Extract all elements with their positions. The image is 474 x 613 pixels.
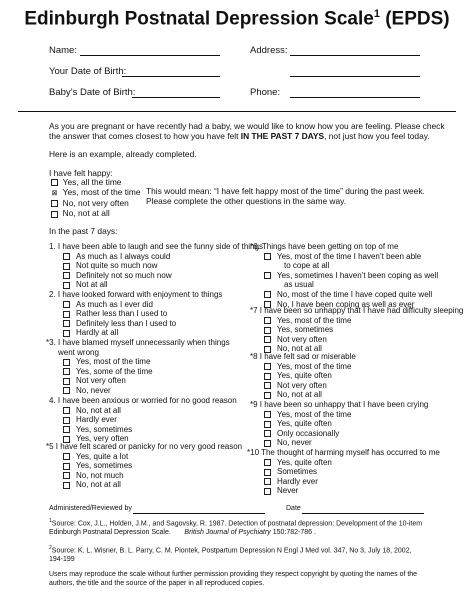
question-2: 2. I have looked forward with enjoyment to things As much as I ever did Rather less than I used to Definitely less than I used to Hardly at all: [49, 290, 223, 338]
date-field[interactable]: [302, 513, 424, 514]
page-title: Edinburgh Postnatal Depression Scale$^1$ (EPDS): [24, 8, 450, 30]
checkbox[interactable]: [264, 469, 271, 476]
question-7: *7 I have been so unhappy that I have had difficulty sleeping Yes, most of the time Yes, sometimes Not very often No, not at all: [250, 306, 464, 354]
checkbox[interactable]: [264, 336, 271, 343]
checkbox[interactable]: [63, 472, 70, 479]
checkbox[interactable]: [63, 368, 70, 375]
checkbox[interactable]: [63, 320, 70, 327]
checkbox[interactable]: [63, 253, 70, 260]
checkbox[interactable]: [264, 253, 271, 260]
checked-checkbox-icon[interactable]: ⊠: [51, 189, 58, 197]
administered-by-label: Administered/Reviewed by: [49, 505, 132, 512]
checkbox[interactable]: [51, 200, 58, 207]
checkbox[interactable]: [63, 301, 70, 308]
dob-field[interactable]: [122, 76, 220, 77]
example-options: Yes, all the time ⊠ Yes, most of the time No, not very often No, not at all: [51, 177, 141, 219]
past-7-days-label: In the past 7 days:: [49, 226, 118, 236]
checkbox[interactable]: [264, 392, 271, 399]
checkbox[interactable]: [264, 421, 271, 428]
title-superscript: 1: [373, 8, 380, 20]
date-label: Date: [286, 505, 301, 512]
address-field[interactable]: [290, 55, 420, 56]
checkbox[interactable]: [63, 359, 70, 366]
source-1: $^1$Source: Cox, J.L., Holden, J.M., and Sagovsky, R. 1987. Detection of postnatal depression: Development of the 10-item Edinburgh Postnatal Depression Scale. British Journal of Psychiatry 150:782-786 .: [49, 518, 423, 536]
checkbox[interactable]: [51, 179, 58, 186]
checkbox[interactable]: [264, 272, 271, 279]
question-10: *10 The thought of harming myself has occurred to me Yes, quite often Sometimes Hardly ever Never: [247, 448, 440, 496]
checkbox[interactable]: [63, 311, 70, 318]
baby-dob-label: Baby’s Date of Birth:: [49, 87, 136, 98]
checkbox[interactable]: [63, 453, 70, 460]
checkbox[interactable]: [264, 459, 271, 466]
checkbox[interactable]: [51, 211, 58, 218]
source-2: $^2$Source: K. L. Wisner, B. L. Parry, C. M. Piontek, Postpartum Depression N Engl J Med vol. 347, No 3, July 18, 2002, 194-199: [49, 545, 412, 563]
copyright-notice: Users may reproduce the scale without further permission providing they respect copyright by quoting the names of the authors, the title and the source of the paper in all reproduced copies.: [49, 571, 418, 587]
example-intro: Here is an example, already completed.: [49, 149, 197, 159]
checkbox[interactable]: [264, 488, 271, 495]
administered-by-field[interactable]: [133, 513, 265, 514]
checkbox[interactable]: [264, 382, 271, 389]
checkbox[interactable]: [264, 363, 271, 370]
checkbox[interactable]: [63, 330, 70, 337]
name-label: Name:: [49, 45, 77, 56]
checkbox[interactable]: [264, 291, 271, 298]
name-field[interactable]: [80, 55, 220, 56]
address-field-2[interactable]: [290, 76, 420, 77]
checkbox[interactable]: [63, 482, 70, 489]
question-8: *8 I have felt sad or miserable Yes, most of the time Yes, quite often Not very often No, not at all: [250, 352, 356, 400]
example-note: This would mean: “I have felt happy most of the time” during the past week. Please complete the other questions in the same way.: [146, 186, 425, 207]
checkbox[interactable]: [63, 407, 70, 414]
example-question: I have felt happy:: [49, 168, 113, 178]
checkbox[interactable]: [63, 282, 70, 289]
divider: [18, 111, 456, 112]
checkbox[interactable]: [63, 463, 70, 470]
question-5: *5 I have felt scared or panicky for no very good reason Yes, quite a lot Yes, sometimes No, not much No, not at all: [46, 442, 243, 490]
checkbox[interactable]: [63, 387, 70, 394]
checkbox[interactable]: [264, 430, 271, 437]
checkbox[interactable]: [264, 373, 271, 380]
question-6: *6. Things have been getting on top of me Yes, most of the time I haven’t been able to cope at all Yes, sometimes I haven’t been coping as well as usual No, most of the time I have coped quite well No, I have been coping as well as ever: [250, 242, 439, 309]
address-label: Address:: [250, 45, 288, 56]
intro-paragraph: As you are pregnant or have recently had a baby, we would like to know how you are feeling. Please check the answer that comes closest to how you have felt IN THE PAST 7 DAYS, not just how you feel today.: [49, 121, 445, 142]
phone-field[interactable]: [290, 97, 420, 98]
checkbox[interactable]: [63, 378, 70, 385]
checkbox[interactable]: [264, 327, 271, 334]
dob-label: Your Date of Birth:: [49, 66, 127, 77]
checkbox[interactable]: [63, 263, 70, 270]
phone-label: Phone:: [250, 87, 281, 98]
checkbox[interactable]: [264, 411, 271, 418]
question-4: 4. I have been anxious or worried for no good reason No, not at all Hardly ever Yes, sometimes Yes, very often: [49, 396, 237, 444]
checkbox[interactable]: [63, 426, 70, 433]
checkbox[interactable]: [264, 317, 271, 324]
checkbox[interactable]: [63, 417, 70, 424]
checkbox[interactable]: [63, 272, 70, 279]
checkbox[interactable]: [264, 478, 271, 485]
checkbox[interactable]: [264, 440, 271, 447]
question-1: 1. I have been able to laugh and see the funny side of things As much as I always could Not quite so much now Definitely not so much now Not at all: [49, 242, 263, 290]
question-3: *3. I have blamed myself unnecessarily when things went wrong Yes, most of the time Yes, some of the time Not very often No, never: [46, 338, 230, 395]
baby-dob-field[interactable]: [132, 97, 220, 98]
question-9: *9 I have been so unhappy that I have been crying Yes, most of the time Yes, quite often Only occasionally No, never: [250, 400, 429, 448]
